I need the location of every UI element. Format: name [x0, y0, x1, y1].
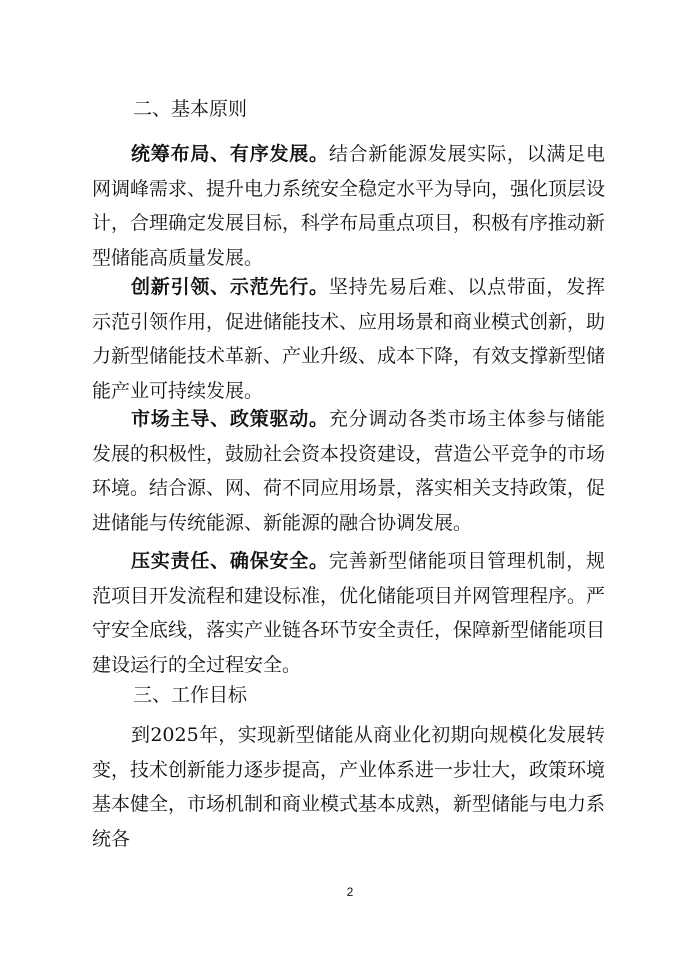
paragraph-body: 坚持先易后难、以点带面，发挥示范引领作用，促进储能技术、应用场景和商业模式创新，助力新型储能技术革新、产业升级、成本下降，有效支撑新型储能产业可持续发展。: [92, 276, 606, 402]
paragraph-body: 结合新能源发展实际，以满足电网调峰需求、提升电力系统安全稳定水平为导向，强化顶层设计，合理确定发展目标，科学布局重点项目，积极有序推动新型储能高质量发展。: [92, 143, 606, 269]
section-heading-basic-principles: 二、基本原则: [133, 98, 248, 120]
paragraph-lead: 创新引领、示范先行。: [131, 276, 329, 298]
paragraph-innovation-lead: [92, 270, 605, 408]
paragraph-ensure-safety: [92, 544, 605, 682]
paragraph-lead: 统筹布局、有序发展。: [131, 143, 329, 165]
paragraph-goals-2025: [92, 718, 605, 856]
paragraph-lead: 市场主导、政策驱动。: [131, 408, 329, 430]
page-number: 2: [346, 885, 354, 899]
section-heading-work-goals: 三、工作目标: [133, 684, 248, 706]
paragraph-overall-planning: [92, 137, 605, 275]
paragraph-body: 完善新型储能项目管理机制，规范项目开发流程和建设标准，优化储能项目并网管理程序。严守安全底线，落实产业链各环节安全责任，保障新型储能项目建设运行的全过程安全。: [92, 550, 606, 676]
paragraph-body: 充分调动各类市场主体参与储能发展的积极性，鼓励社会资本投资建设，营造公平竞争的市场环境。结合源、网、荷不同应用场景，落实相关支持政策，促进储能与传统能源、新能源的融合协调发展。: [92, 408, 606, 534]
paragraph-lead: 压实责任、确保安全。: [131, 550, 329, 572]
paragraph-market-led: [92, 402, 605, 540]
paragraph-body: 到2025年，实现新型储能从商业化初期向规模化发展转变，技术创新能力逐步提高，产业体系进一步壮大，政策环境基本健全，市场机制和商业模式基本成熟，新型储能与电力系统各: [92, 724, 606, 850]
